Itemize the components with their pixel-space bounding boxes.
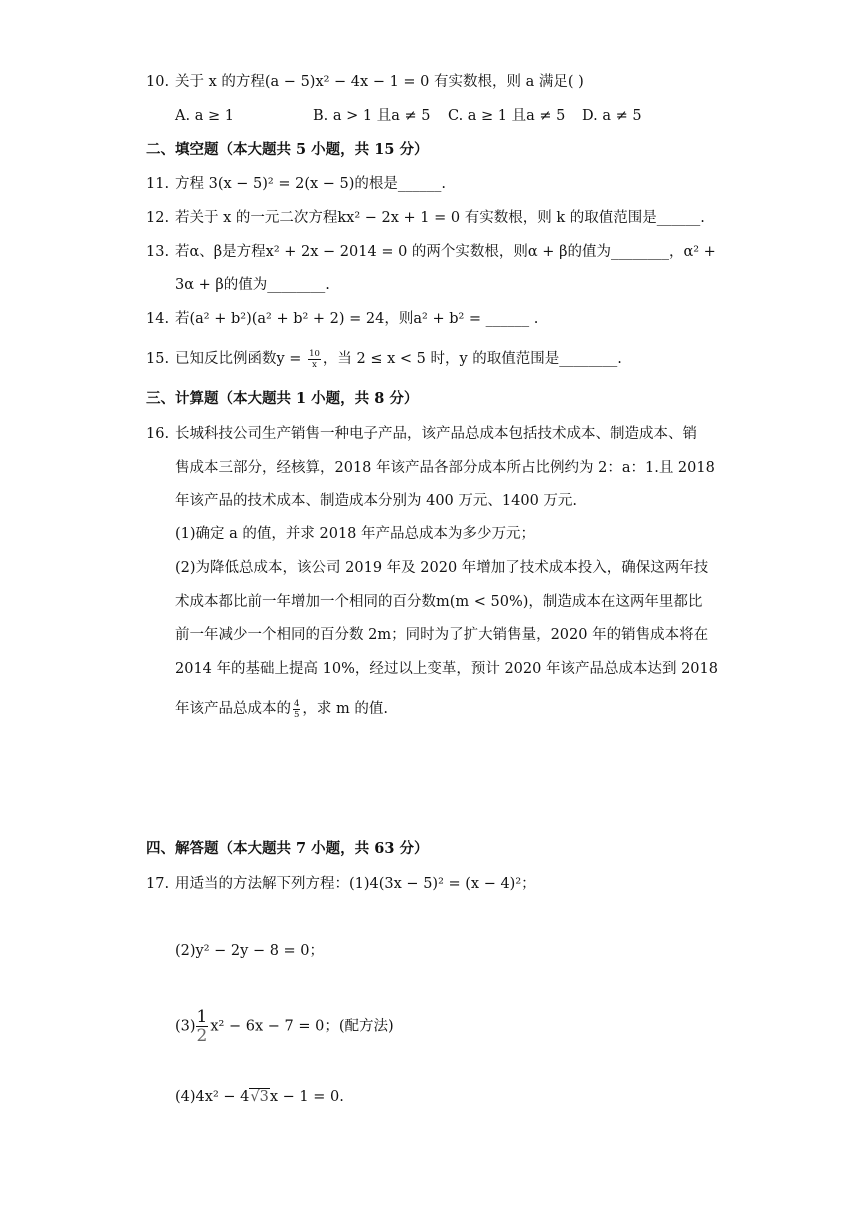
q14-number: 14. xyxy=(146,311,170,327)
q16-line-2: 售成本三部分，经核算，2018 年该产品各部分成本所占比例约为 2：a：1.且 2018 xyxy=(175,460,715,476)
q17-p4-before: (4)4x² − 4 xyxy=(175,1089,250,1105)
q17-p3-frac-numerator: 1 xyxy=(196,1007,208,1027)
q10-option-c: C. a ≥ 1 且a ≠ 5 xyxy=(448,108,566,124)
q12-number: 12. xyxy=(146,210,170,226)
q17-p3-after: x² − 6x − 7 = 0；(配方法) xyxy=(210,1018,394,1035)
q10-option-b: B. a > 1 且a ≠ 5 xyxy=(313,108,431,124)
section-fill-in-title: 二、填空题（本大题共 5 小题，共 15 分） xyxy=(146,141,429,158)
q17-p4-after: x − 1 = 0. xyxy=(269,1089,344,1105)
q16-number: 16. xyxy=(146,426,170,442)
q16-frac-denominator: 5 xyxy=(294,709,300,720)
q16-line-4: (1)确定 a 的值，并求 2018 年产品总成本为多少万元； xyxy=(175,526,536,542)
q17-p4-radical: √3 xyxy=(250,1089,269,1105)
q17-part-3 xyxy=(175,1008,394,1045)
q13-line2: 3α + β的值为________. xyxy=(175,277,330,293)
q15-frac-denominator: x xyxy=(312,359,317,370)
q17-number: 17. xyxy=(146,876,170,892)
q15-before: 已知反比例函数y = xyxy=(175,351,307,367)
q10-option-d: D. a ≠ 5 xyxy=(582,108,642,124)
q17-p3-prefix: (3) xyxy=(175,1018,196,1035)
section-calculation-title: 三、计算题（本大题共 1 小题，共 8 分） xyxy=(146,390,419,407)
q16-line-5: (2)为降低总成本，该公司 2019 年及 2020 年增加了技术成本投入，确保这两年技 xyxy=(175,560,709,576)
q10-stem: 关于 x 的方程(a − 5)x² − 4x − 1 = 0 有实数根，则 a 满足( ) xyxy=(175,74,584,90)
q11-number: 11. xyxy=(146,176,170,192)
q14-text: 若(a² + b²)(a² + b² + 2) = 24，则a² + b² = ______ . xyxy=(175,311,539,327)
q15-text xyxy=(175,344,622,374)
q16-last-after: ，求 m 的值. xyxy=(302,701,388,717)
q17-p3-frac-denominator: 2 xyxy=(196,1026,208,1046)
q16-line-3: 年该产品的技术成本、制造成本分别为 400 万元、1400 万元. xyxy=(175,493,578,509)
q16-line-9 xyxy=(175,694,388,724)
q16-last-before: 年该产品总成本的 xyxy=(175,701,291,717)
q17-part-4 xyxy=(175,1087,344,1107)
q15-fraction xyxy=(308,349,321,370)
q11-text: 方程 3(x − 5)² = 2(x − 5)的根是______. xyxy=(175,176,447,192)
q10-number: 10. xyxy=(146,74,170,90)
q16-frac-numerator: 4 xyxy=(294,698,300,709)
q16-fraction xyxy=(293,699,300,720)
q16-line-6: 术成本都比前一年增加一个相同的百分数m(m < 50%)，制造成本在这两年里都比 xyxy=(175,594,703,610)
q10-option-a: A. a ≥ 1 xyxy=(175,108,234,124)
section-answer-title: 四、解答题（本大题共 7 小题，共 63 分） xyxy=(146,840,429,857)
q13-line1: 若α、β是方程x² + 2x − 2014 = 0 的两个实数根，则α + β的值为________，α² + xyxy=(175,244,716,260)
q15-number: 15. xyxy=(146,351,170,367)
q15-after: ，当 2 ≤ x < 5 时，y 的取值范围是________. xyxy=(322,351,622,367)
q13-number: 13. xyxy=(146,244,170,260)
q17-stem: 用适当的方法解下列方程：(1)4(3x − 5)² = (x − 4)²； xyxy=(175,876,536,892)
q12-text: 若关于 x 的一元二次方程kx² − 2x + 1 = 0 有实数根，则 k 的取值范围是______. xyxy=(175,210,705,226)
q16-line-8: 2014 年的基础上提高 10%，经过以上变革，预计 2020 年该产品总成本达到 2018 xyxy=(175,661,718,677)
q16-line-1: 长城科技公司生产销售一种电子产品，该产品总成本包括技术成本、制造成本、销 xyxy=(175,426,697,442)
q15-frac-numerator: 10 xyxy=(309,348,320,359)
q16-line-7: 前一年减少一个相同的百分数 2m；同时为了扩大销售量，2020 年的销售成本将在 xyxy=(175,627,709,643)
q17-part-2: (2)y² − 2y − 8 = 0； xyxy=(175,943,325,959)
q17-p3-fraction xyxy=(196,1008,209,1045)
